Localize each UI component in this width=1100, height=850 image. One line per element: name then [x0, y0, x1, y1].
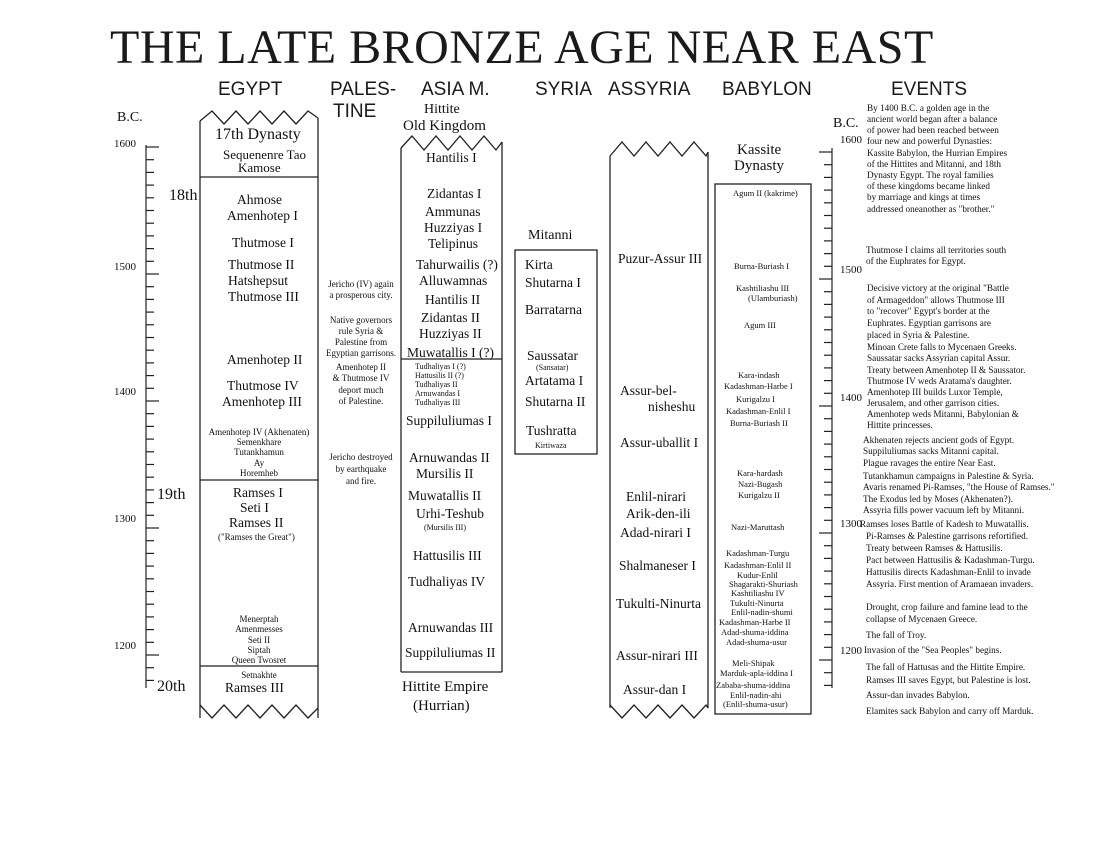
- kassite-ruler: Enlil-nadin-ahi: [730, 690, 782, 700]
- column-header-events: EVENTS: [891, 79, 968, 100]
- hittite-ruler: Huzziyas II: [419, 326, 482, 341]
- assyria-ruler: Assur-nirari III: [616, 648, 698, 663]
- kassite-ruler: (Ulamburiash): [748, 293, 798, 303]
- event-line: The fall of Hattusas and the Hittite Empire.: [866, 662, 1026, 672]
- dynasty-marker-19th: 19th: [157, 486, 186, 503]
- event-line: Ramses III saves Egypt, but Palestine is lost.: [866, 675, 1031, 685]
- hittite-ruler: Suppiluliumas I: [406, 413, 492, 428]
- kassite-ruler: Marduk-apla-iddina I: [720, 668, 793, 678]
- event-line: collapse of Mycenaen Greece.: [866, 614, 978, 624]
- palestine-note: rule Syria &: [338, 326, 384, 336]
- dynasty-marker-18th: 18th: [169, 187, 198, 204]
- mitanni-ruler: Artatama I: [525, 373, 584, 388]
- event-line: Saussatar sacks Assyrian capital Assur.: [867, 353, 1011, 363]
- event-line: Jerusalem, and other garrison cities.: [867, 398, 1000, 408]
- event-line: Avaris renamed Pi-Ramses, "the House of Ramses.": [863, 482, 1055, 492]
- event-line: Treaty between Ramses & Hattusilis.: [866, 543, 1003, 553]
- egypt-ruler: Ramses I: [233, 485, 283, 500]
- asia-hurrian-label: (Hurrian): [413, 698, 470, 714]
- axis-unit-left: B.C.: [117, 110, 143, 125]
- egypt-ruler-small: Siptah: [247, 645, 271, 655]
- mitanni-ruler-small: (Sansatar): [536, 363, 569, 372]
- event-line: Akhenaten rejects ancient gods of Egypt.: [863, 435, 1015, 445]
- event-line: of the Euphrates for Egypt.: [866, 256, 966, 266]
- hittite-ruler: Tudhaliyas IV: [408, 574, 486, 589]
- egypt-ruler-small: Setnakhte: [241, 670, 277, 680]
- kassite-ruler: Meli-Shipak: [732, 658, 775, 668]
- palestine-note: Native governors: [329, 315, 393, 325]
- babylon-kassite-label: Kassite: [737, 142, 782, 158]
- hittite-ruler: Arnuwandas III: [408, 620, 494, 635]
- kassite-ruler: Kadashman-Harbe I: [724, 381, 793, 391]
- mitanni-ruler: Kirta: [525, 257, 553, 272]
- hittite-ruler-small: Arnuwandas I: [415, 389, 461, 398]
- mitanni-ruler: Saussatar: [527, 348, 578, 363]
- kassite-ruler: Kurigalzu II: [738, 490, 780, 500]
- egypt-ruler: Kamose: [238, 160, 281, 175]
- mitanni-ruler: Barratarna: [525, 302, 582, 317]
- egypt-ruler: Ramses III: [225, 680, 284, 695]
- egypt-ruler: Sequenenre Tao: [223, 147, 306, 162]
- year-label-right: 1200: [840, 645, 862, 657]
- egypt-ruler-small: ("Ramses the Great"): [218, 532, 295, 542]
- hittite-ruler: Urhi-Teshub: [416, 506, 485, 521]
- kassite-ruler: Shagarakti-Shuriash: [729, 579, 798, 589]
- hittite-ruler-small: (Mursilis III): [424, 523, 466, 532]
- event-line: Thutmose I claims all territories south: [866, 245, 1007, 255]
- egypt-ruler-small: Queen Twosret: [231, 655, 287, 665]
- kassite-ruler: Kadashman-Harbe II: [719, 617, 791, 627]
- event-line: to "recover" Egypt's border at the: [867, 306, 990, 316]
- event-line: By 1400 B.C. a golden age in the: [867, 103, 990, 113]
- event-line: Dynasty Egypt. The royal families: [867, 170, 994, 180]
- kassite-ruler: Tukulti-Ninurta: [730, 598, 784, 608]
- column-header-babylon: BABYLON: [722, 79, 812, 100]
- column-header-palestine-2: TINE: [333, 101, 377, 122]
- event-line: ancient world began after a balance: [867, 114, 998, 124]
- egypt-ruler: Amenhotep I: [227, 208, 298, 223]
- event-line: four new and powerful Dynasties:: [867, 136, 993, 146]
- hittite-ruler: Zidantas II: [421, 310, 480, 325]
- egypt-ruler-small: Menerptah: [239, 614, 279, 624]
- palestine-note: deport much: [338, 385, 384, 395]
- assyria-ruler: Enlil-nirari: [626, 489, 686, 504]
- event-line: Amenhotep weds Mitanni, Babylonian &: [867, 409, 1019, 419]
- event-line: Amenhotep III builds Luxor Temple,: [867, 387, 1003, 397]
- palestine-note: Egyptian garrisons.: [326, 348, 396, 358]
- year-label-left: 1400: [114, 386, 136, 398]
- palestine-note: Palestine from: [334, 337, 388, 347]
- egypt-ruler: Amenhotep III: [222, 394, 302, 409]
- babylon-dynasty-label: Dynasty: [734, 158, 784, 174]
- event-line: Decisive victory at the original "Battle: [867, 283, 1009, 293]
- event-line: Drought, crop failure and famine lead to the: [866, 602, 1028, 612]
- hittite-ruler: Ammunas: [425, 204, 481, 219]
- column-header-assyria: ASSYRIA: [608, 79, 691, 100]
- hittite-ruler-small: Tudhaliyas I (?): [415, 362, 466, 371]
- hittite-ruler: Muwatallis I (?): [407, 345, 494, 360]
- kassite-ruler: Agum II (kakrime): [733, 188, 798, 198]
- egypt-ruler: Amenhotep II: [227, 352, 303, 367]
- event-line: Assur-dan invades Babylon.: [866, 690, 970, 700]
- kassite-ruler: Kara-indash: [738, 370, 780, 380]
- hittite-ruler: Hantilis II: [425, 292, 481, 307]
- hittite-ruler: Zidantas I: [427, 186, 482, 201]
- event-line: Kassite Babylon, the Hurrian Empires: [867, 148, 1008, 158]
- assyria-ruler: Puzur-Assur III: [618, 251, 703, 266]
- palestine-note: and fire.: [346, 476, 376, 486]
- assyria-ruler: Adad-nirari I: [620, 525, 691, 540]
- event-line: Plague ravages the entire Near East.: [863, 458, 996, 468]
- kassite-ruler: (Enlil-shuma-usur): [723, 699, 788, 709]
- kassite-ruler: Kadashman-Turgu: [726, 548, 790, 558]
- asia-hittite-label: Hittite: [424, 102, 460, 117]
- event-line: Hattusilis directs Kadashman-Enlil to invade: [866, 567, 1031, 577]
- palestine-note: & Thutmose IV: [332, 373, 390, 383]
- egypt-ruler-small: Amenmesses: [235, 624, 283, 634]
- hittite-ruler: Muwatallis II: [408, 488, 482, 503]
- assyria-ruler: Shalmaneser I: [619, 558, 696, 573]
- event-line: Minoan Crete falls to Mycenaen Greeks.: [867, 342, 1017, 352]
- year-label-right: 1600: [840, 134, 862, 146]
- palestine-note: Jericho destroyed: [329, 452, 393, 462]
- kassite-ruler: Kadashman-Enlil II: [724, 560, 792, 570]
- kassite-ruler: Kara-hardash: [737, 468, 783, 478]
- kassite-ruler: Burna-Buriash I: [734, 261, 790, 271]
- event-line: Tutankhamun campaigns in Palestine & Syria.: [863, 471, 1034, 481]
- kassite-ruler: Agum III: [744, 320, 776, 330]
- hittite-ruler-small: Tudhaliyas III: [415, 398, 461, 407]
- palestine-note: of Palestine.: [338, 396, 384, 406]
- axis-unit-right: B.C.: [833, 116, 859, 131]
- hittite-ruler: Arnuwandas II: [409, 450, 490, 465]
- column-header-egypt: EGYPT: [218, 79, 283, 100]
- hittite-ruler: Huzziyas I: [424, 220, 483, 235]
- kassite-ruler: Kudur-Enlil: [737, 570, 778, 580]
- egypt-ruler: Thutmose II: [228, 257, 295, 272]
- kassite-ruler: Zababa-shuma-iddina: [716, 680, 791, 690]
- year-label-left: 1300: [114, 513, 136, 525]
- palestine-note: by earthquake: [335, 464, 387, 474]
- left-year-axis: [146, 145, 159, 688]
- mitanni-ruler: Shutarna I: [525, 275, 581, 290]
- egypt-ruler-small: Ay: [253, 458, 265, 468]
- event-line: Ramses loses Battle of Kadesh to Muwatallis.: [860, 519, 1029, 529]
- egypt-ruler: Thutmose I: [232, 235, 294, 250]
- event-line: Pi-Ramses & Palestine garrisons refortified.: [866, 531, 1029, 541]
- event-line: Suppiluliumas sacks Mitanni capital.: [863, 446, 999, 456]
- kassite-ruler: Adad-shuma-usur: [726, 637, 787, 647]
- right-year-axis: [819, 148, 832, 688]
- event-line: Hittite princesses.: [867, 420, 933, 430]
- egypt-ruler-small: Tutankhamun: [234, 447, 284, 457]
- kassite-ruler: Kashtiliashu IV: [731, 588, 785, 598]
- event-line: Thutmose IV weds Aratama's daughter.: [867, 376, 1012, 386]
- event-line: Elamites sack Babylon and carry off Marduk.: [866, 706, 1034, 716]
- event-line: The Exodus led by Moses (Akhenaten?).: [863, 494, 1014, 504]
- kassite-ruler: Adad-shuma-iddina: [721, 627, 789, 637]
- assyria-ruler: Assur-uballit I: [620, 435, 699, 450]
- event-line: by marriage and kings at times: [867, 192, 981, 202]
- hittite-ruler: Alluwamnas: [419, 273, 488, 288]
- kassite-ruler: Enlil-nadin-shumi: [731, 607, 793, 617]
- event-line: Euphrates. Egyptian garrisons are: [867, 318, 991, 328]
- event-line: addressed oneanother as "brother.": [867, 204, 995, 214]
- event-line: of power had been reached between: [867, 125, 999, 135]
- egypt-ruler: Ramses II: [229, 515, 284, 530]
- egypt-ruler-small: Horemheb: [240, 468, 278, 478]
- egypt-ruler-small: Amenhotep IV (Akhenaten): [208, 427, 310, 437]
- assyria-column-frame: [610, 142, 708, 718]
- event-line: of these kingdoms became linked: [867, 181, 990, 191]
- egypt-ruler: Seti I: [240, 500, 269, 515]
- page-title: THE LATE BRONZE AGE NEAR EAST: [110, 21, 934, 74]
- mitanni-ruler-small: Kirtiwaza: [535, 441, 567, 450]
- egypt-ruler: Thutmose IV: [227, 378, 299, 393]
- egypt-ruler: Hatshepsut: [228, 273, 288, 288]
- column-header-asia-minor: ASIA M.: [421, 79, 490, 100]
- event-line: The fall of Troy.: [866, 630, 927, 640]
- egypt-ruler-small: Semenkhare: [236, 437, 282, 447]
- column-header-syria: SYRIA: [535, 79, 593, 100]
- mitanni-ruler: Shutarna II: [525, 394, 586, 409]
- year-label-right: 1400: [840, 392, 862, 404]
- year-label-left: 1500: [114, 261, 136, 273]
- kassite-ruler: Burna-Buriash II: [730, 418, 788, 428]
- hittite-ruler: Hattusilis III: [413, 548, 482, 563]
- mitanni-ruler: Tushratta: [526, 423, 577, 438]
- column-header-palestine-1: PALES-: [330, 79, 397, 100]
- egypt-ruler-small: Seti II: [247, 635, 271, 645]
- hittite-ruler: Tahurwailis (?): [416, 257, 498, 272]
- egypt-ruler: Ahmose: [237, 192, 282, 207]
- event-line: Treaty between Amenhotep II & Saussator.: [867, 365, 1026, 375]
- year-label-left: 1200: [114, 640, 136, 652]
- hittite-ruler-small: Tudhaliyas II: [415, 380, 458, 389]
- event-line: Invasion of the "Sea Peoples" begins.: [864, 645, 1002, 655]
- palestine-note: Jericho (IV) again: [328, 279, 394, 289]
- year-label-left: 1600: [114, 138, 136, 150]
- hittite-ruler-small: Hattusilis II (?): [415, 371, 464, 380]
- event-line: of Armageddon" allows Thutmose III: [867, 295, 1005, 305]
- kassite-ruler: Kurigalzu I: [736, 394, 775, 404]
- event-line: Assyria. First mention of Aramaean invaders.: [866, 579, 1034, 589]
- hittite-ruler: Telipinus: [428, 236, 479, 251]
- egypt-17th-dynasty: 17th Dynasty: [215, 126, 301, 143]
- event-line: Assyria fills power vacuum left by Mitanni.: [863, 505, 1025, 515]
- dynasty-marker-20th: 20th: [157, 678, 186, 695]
- syria-mitanni-label: Mitanni: [528, 228, 573, 243]
- kassite-ruler: Kadashman-Enlil I: [726, 406, 791, 416]
- kassite-ruler: Nazi-Maruttash: [731, 522, 785, 532]
- asia-hittite-empire-label: Hittite Empire: [402, 679, 489, 695]
- assyria-ruler: Arik-den-ili: [626, 506, 691, 521]
- year-label-right: 1300: [840, 518, 862, 530]
- assyria-ruler: Assur-bel-: [620, 383, 677, 398]
- assyria-ruler: nisheshu: [648, 399, 696, 414]
- kassite-ruler: Kashtiliashu III: [736, 283, 790, 293]
- assyria-ruler: Assur-dan I: [623, 682, 687, 697]
- palestine-note: Amenhotep II: [335, 362, 387, 372]
- hittite-ruler: Hantilis I: [426, 150, 477, 165]
- event-line: placed in Syria & Palestine.: [867, 330, 970, 340]
- palestine-note: a prosperous city.: [329, 290, 393, 300]
- event-line: of the Hittites and Mitanni, and 18th: [867, 159, 1001, 169]
- kassite-ruler: Nazi-Bugash: [738, 479, 783, 489]
- hittite-ruler: Suppiluliumas II: [405, 645, 496, 660]
- asia-old-kingdom-label: Old Kingdom: [403, 118, 486, 134]
- hittite-ruler: Mursilis II: [416, 466, 474, 481]
- year-label-right: 1500: [840, 264, 862, 276]
- assyria-ruler: Tukulti-Ninurta: [616, 596, 702, 611]
- egypt-ruler: Thutmose III: [228, 289, 299, 304]
- event-line: Pact between Hattusilis & Kadashman-Turgu.: [866, 555, 1035, 565]
